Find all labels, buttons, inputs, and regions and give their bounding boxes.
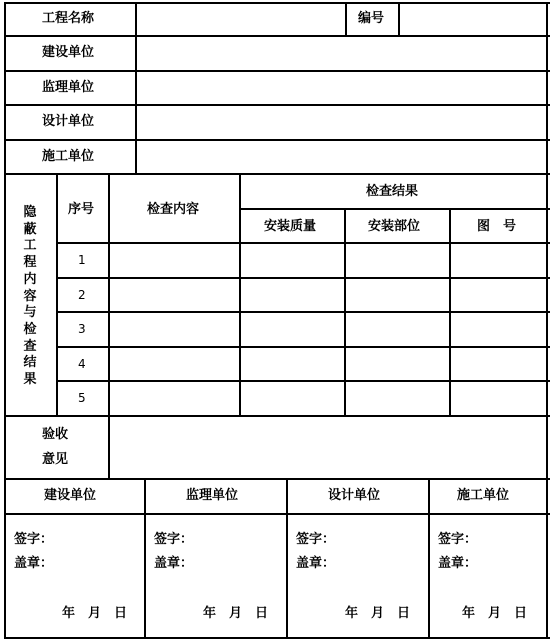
number-label: 编号 xyxy=(358,11,385,26)
rule xyxy=(56,277,550,279)
signature-title-contractor: 施工单位 xyxy=(457,488,510,503)
rule xyxy=(56,311,550,313)
row-3-content-cell[interactable] xyxy=(111,314,238,345)
seal-label: 盖章： xyxy=(296,556,336,571)
design-unit-field[interactable] xyxy=(138,107,545,138)
acceptance-label-line2: 意见 xyxy=(42,452,69,467)
design-unit-label: 设计单位 xyxy=(42,114,95,129)
construction-owner-label: 建设单位 xyxy=(42,45,95,60)
row-1-quality-cell[interactable] xyxy=(242,245,343,276)
seal-label: 盖章： xyxy=(438,556,478,571)
row-4-drawing-cell[interactable] xyxy=(452,349,545,379)
rule xyxy=(4,2,6,639)
row-1-location-cell[interactable] xyxy=(347,245,448,276)
row-4-quality-cell[interactable] xyxy=(242,349,343,379)
rule xyxy=(56,242,550,244)
row-number: 2 xyxy=(78,288,86,302)
col-result-header: 检查结果 xyxy=(366,184,419,199)
date-label: 年 月 日 xyxy=(462,606,528,621)
rule xyxy=(4,513,550,515)
rule xyxy=(56,380,550,382)
rule xyxy=(286,478,288,638)
row-3-location-cell[interactable] xyxy=(347,314,448,345)
rule xyxy=(239,173,241,416)
row-number: 5 xyxy=(78,391,86,405)
rule xyxy=(108,173,110,479)
rule xyxy=(4,2,550,4)
signature-title-owner: 建设单位 xyxy=(44,488,97,503)
row-number: 1 xyxy=(78,253,86,267)
project-name-label: 工程名称 xyxy=(42,11,95,26)
rule xyxy=(4,35,550,37)
contractor-unit-label: 施工单位 xyxy=(42,149,95,164)
rule xyxy=(449,208,451,416)
rule xyxy=(56,346,550,348)
row-4-location-cell[interactable] xyxy=(347,349,448,379)
sign-label: 签字： xyxy=(154,532,194,547)
rule xyxy=(4,173,550,175)
rule xyxy=(56,173,58,416)
construction-owner-field[interactable] xyxy=(138,38,545,69)
seal-label: 盖章： xyxy=(14,556,54,571)
number-field[interactable] xyxy=(401,5,545,34)
row-5-content-cell[interactable] xyxy=(111,383,238,414)
col-location-header: 安装部位 xyxy=(368,219,421,234)
date-label: 年 月 日 xyxy=(62,606,128,621)
seal-label: 盖章： xyxy=(154,556,194,571)
row-5-drawing-cell[interactable] xyxy=(452,383,545,414)
rule xyxy=(345,2,347,36)
acceptance-label-line1: 验收 xyxy=(42,427,69,442)
row-5-quality-cell[interactable] xyxy=(242,383,343,414)
rule xyxy=(398,2,400,36)
acceptance-opinion-field[interactable] xyxy=(111,418,545,477)
col-drawing-header: 图 号 xyxy=(477,219,517,234)
row-1-drawing-cell[interactable] xyxy=(452,245,545,276)
rule xyxy=(239,208,550,210)
row-3-drawing-cell[interactable] xyxy=(452,314,545,345)
rule xyxy=(428,478,430,638)
signature-title-design: 设计单位 xyxy=(328,488,381,503)
row-number: 4 xyxy=(78,357,86,371)
project-name-field[interactable] xyxy=(138,5,344,34)
sign-label: 签字： xyxy=(438,532,478,547)
supervision-unit-label: 监理单位 xyxy=(42,80,95,95)
row-2-drawing-cell[interactable] xyxy=(452,280,545,310)
row-4-content-cell[interactable] xyxy=(111,349,238,379)
rule xyxy=(4,478,550,480)
row-2-quality-cell[interactable] xyxy=(242,280,343,310)
supervision-unit-field[interactable] xyxy=(138,73,545,103)
rule xyxy=(144,478,146,638)
rule xyxy=(4,104,550,106)
col-quality-header: 安装质量 xyxy=(264,219,317,234)
rule xyxy=(344,208,346,416)
row-number: 3 xyxy=(78,322,86,336)
rule xyxy=(135,2,137,174)
row-2-location-cell[interactable] xyxy=(347,280,448,310)
rule xyxy=(4,637,550,639)
col-seq-header: 序号 xyxy=(68,202,95,217)
rule xyxy=(4,70,550,72)
signature-title-supervision: 监理单位 xyxy=(186,488,239,503)
row-2-content-cell[interactable] xyxy=(111,280,238,310)
contractor-unit-field[interactable] xyxy=(138,142,545,172)
col-content-header: 检查内容 xyxy=(147,202,200,217)
row-3-quality-cell[interactable] xyxy=(242,314,343,345)
rule xyxy=(546,2,548,639)
row-5-location-cell[interactable] xyxy=(347,383,448,414)
rule xyxy=(4,139,550,141)
row-1-content-cell[interactable] xyxy=(111,245,238,276)
date-label: 年 月 日 xyxy=(203,606,269,621)
sign-label: 签字： xyxy=(14,532,54,547)
sign-label: 签字： xyxy=(296,532,336,547)
date-label: 年 月 日 xyxy=(345,606,411,621)
rule xyxy=(4,415,550,417)
inspection-side-label: 隐蔽工程内容与检查结果 xyxy=(23,205,37,388)
